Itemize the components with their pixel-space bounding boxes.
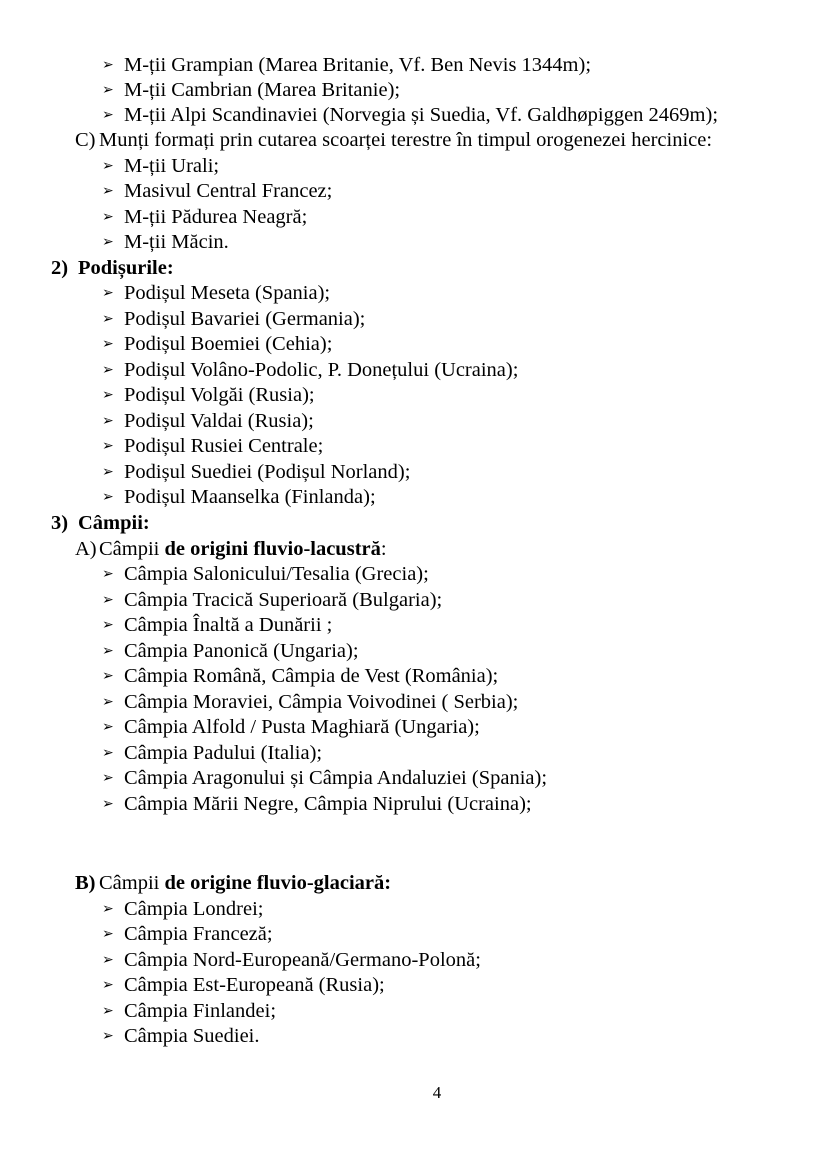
- arrow-bullet-icon: ➢: [102, 363, 114, 378]
- arrow-bullet-icon: ➢: [102, 618, 114, 633]
- arrow-bullet-icon: ➢: [102, 644, 114, 659]
- arrow-bullet-icon: ➢: [102, 210, 114, 225]
- arrow-bullet-icon: ➢: [102, 695, 114, 710]
- subsection-title: Câmpii de origini fluvio-lacustră:: [99, 538, 387, 560]
- arrow-bullet-icon: ➢: [102, 771, 114, 786]
- section-number: 3): [51, 512, 69, 534]
- arrow-bullet-icon: ➢: [102, 337, 114, 352]
- subsection-letter: B): [75, 872, 96, 894]
- page-number: 4: [432, 1083, 442, 1102]
- arrow-bullet-icon: ➢: [102, 83, 114, 98]
- arrow-bullet-icon: ➢: [102, 978, 114, 993]
- arrow-bullet-icon: ➢: [102, 567, 114, 582]
- arrow-bullet-icon: ➢: [102, 720, 114, 735]
- arrow-bullet-icon: ➢: [102, 593, 114, 608]
- arrow-bullet-icon: ➢: [102, 746, 114, 761]
- section-title: Câmpii:: [78, 512, 150, 534]
- arrow-bullet-icon: ➢: [102, 184, 114, 199]
- arrow-bullet-icon: ➢: [102, 490, 114, 505]
- arrow-bullet-icon: ➢: [102, 235, 114, 250]
- section-title: Podișurile:: [78, 257, 174, 279]
- subsection-letter: C): [75, 129, 96, 151]
- arrow-bullet-icon: ➢: [102, 797, 114, 812]
- arrow-bullet-icon: ➢: [102, 1029, 114, 1044]
- section-number: 2): [51, 257, 69, 279]
- subsection-title: Câmpii de origine fluvio-glaciară:: [99, 872, 392, 894]
- subsection-title: Munți formați prin cutarea scoarței terestre în timpul orogenezei hercinice:: [99, 129, 713, 151]
- arrow-bullet-icon: ➢: [102, 953, 114, 968]
- arrow-bullet-icon: ➢: [102, 465, 114, 480]
- arrow-bullet-icon: ➢: [102, 159, 114, 174]
- arrow-bullet-icon: ➢: [102, 1004, 114, 1019]
- arrow-bullet-icon: ➢: [102, 927, 114, 942]
- arrow-bullet-icon: ➢: [102, 388, 114, 403]
- arrow-bullet-icon: ➢: [102, 58, 114, 73]
- arrow-bullet-icon: ➢: [102, 439, 114, 454]
- arrow-bullet-icon: ➢: [102, 312, 114, 327]
- arrow-bullet-icon: ➢: [102, 902, 114, 917]
- arrow-bullet-icon: ➢: [102, 286, 114, 301]
- arrow-bullet-icon: ➢: [102, 108, 114, 123]
- arrow-bullet-icon: ➢: [102, 414, 114, 429]
- subsection-letter: A): [75, 538, 97, 560]
- document-page: ➢ M-ții Grampian (Marea Britanie, Vf. Ben Nevis 1344m); ➢ M-ții Cambrian (Marea Britanie); ➢ M-ții Alpi Scandinaviei (Norvegia și Suedia, Vf. Galdhøpiggen 2469m); C) Munți formați prin cutarea scoarței terestre în timpul orogenezei hercinice: ➢ M-ții Urali; ➢ Masivul Central Francez; ➢ M-ții Pădurea Neagră; ➢ M-ții Măcin. 2) Podișurile: ➢ Podișul Meseta (Spania); ➢ Podișul Bavariei (Germania); ➢ Podișul Boemiei (Cehia); ➢ Podișul Volâno-Podolic, P. Donețului (Ucraina); ➢ Podișul Volgăi (Rusia); ➢ Podișul Valdai (Rusia); ➢ Podișul Rusiei Centrale; ➢ Podișul Suediei (Podișul Norland); ➢ Podișul Maanselka (Finlanda); 3) Câmpii: A) Câmpii de origini fluvio-lacustră: ➢ Câmpia Salonicului/Tesalia (Grecia); ➢ Câmpia Tracică Superioară (Bulgaria); ➢ Câmpia Înaltă a Dunării ; ➢ Câmpia Panonică (Ungaria); ➢ Câmpia Română, Câmpia de Vest (România); ➢ Câmpia Moraviei, Câmpia Voivodinei ( Serbia); ➢ Câmpia Alfold / Pusta Maghiară (Ungaria); ➢ Câmpia Padului (Italia); ➢ Câmpia Aragonului și Câmpia Andaluziei (Spania); ➢ Câmpia Mării Negre, Câmpia Niprului (Ucraina); B) Câmpii de origine fluvio-glaciară: ➢ Câmpia Londrei; ➢ Câmpia Franceză; ➢ Câmpia Nord-Europeană/Germano-Polonă; ➢ Câmpia Est-Europeană (Rusia); ➢ Câmpia Finlandei; ➢ Câmpia Suediei. 4: [0, 0, 828, 1171]
- arrow-bullet-icon: ➢: [102, 669, 114, 684]
